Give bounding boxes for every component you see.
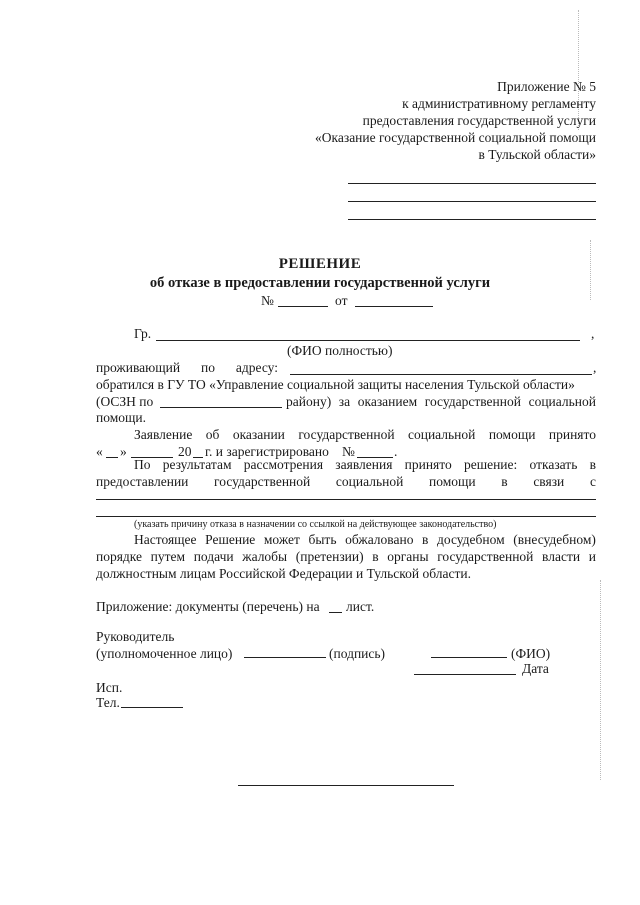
appeal-line <box>134 531 596 548</box>
district-field[interactable] <box>160 407 282 408</box>
oszn-word: району) <box>286 394 332 409</box>
reg-end: . <box>394 444 398 459</box>
address-word: проживающий <box>96 360 181 375</box>
appendix-line: предоставления государственной услуги <box>362 113 596 128</box>
appendix-line: к административному регламенту <box>402 96 596 111</box>
appeal-word: порядке <box>96 549 143 564</box>
fio-label: (ФИО) <box>511 646 551 661</box>
reason-word: предоставлении <box>96 474 189 489</box>
appeal-word: путем <box>150 549 186 564</box>
appeal-last: должностным лицам Российской Федерации и Тульской области. <box>96 566 471 581</box>
reason-line <box>96 473 596 490</box>
appeal-word: органы <box>387 549 429 564</box>
scan-artifact <box>600 580 601 780</box>
decision-word: отказать <box>529 457 578 472</box>
appeal-word: власти <box>542 549 581 564</box>
applied-text: обратился в ГУ ТО «Управление социальной защиты населения Тульской области» <box>96 377 575 392</box>
address-word: по <box>201 360 215 375</box>
reg-number-label: № <box>342 444 355 459</box>
reason-field[interactable] <box>96 516 596 517</box>
number-field[interactable] <box>278 306 328 307</box>
sign-label: (подпись) <box>329 646 386 661</box>
address-field[interactable] <box>290 374 592 375</box>
fio-sign-field[interactable] <box>431 657 507 658</box>
oszn-word: государственной <box>424 394 521 409</box>
statement-word: принято <box>548 427 596 442</box>
document-title: РЕШЕНИЕ <box>278 256 362 272</box>
decision-line <box>134 456 596 473</box>
sheet-count-field[interactable] <box>329 612 342 613</box>
decision-word: в <box>589 457 596 472</box>
document-subtitle: об отказе в предоставлении государственной услуги <box>149 275 491 291</box>
statement-word: об <box>205 427 220 442</box>
decision-word: решение: <box>463 457 518 472</box>
statement-line <box>134 426 596 443</box>
decision-word: заявления <box>335 457 393 472</box>
statement-word: социальной <box>407 427 476 442</box>
year-prefix: 20 <box>178 444 192 459</box>
date-sign-field[interactable] <box>414 674 516 675</box>
help-end: помощи. <box>96 410 147 425</box>
appeal-line <box>96 548 596 565</box>
appeal-word: государственной <box>437 549 534 564</box>
gr-comma: , <box>591 326 595 341</box>
appeal-word: досудебном <box>437 532 505 547</box>
appeal-word: Решение <box>205 532 256 547</box>
oszn-word: за <box>338 394 351 409</box>
date-label: от <box>335 293 348 308</box>
oszn-label: (ОСЗН по <box>96 394 154 409</box>
day-field[interactable] <box>106 457 118 458</box>
appeal-word: (претензии) <box>295 549 364 564</box>
exec-label: Исп. <box>96 680 123 695</box>
number-label: № <box>261 293 274 308</box>
statement-word: оказании <box>232 427 285 442</box>
recipient-line[interactable] <box>348 219 596 220</box>
appeal-word: быть <box>308 532 337 547</box>
quote-open: « <box>96 444 103 459</box>
attachment-end: лист. <box>346 599 375 614</box>
recipient-line[interactable] <box>348 201 596 202</box>
oszn-word: социальной <box>528 394 596 409</box>
decision-word: результатам <box>162 457 232 472</box>
fio-hint: (ФИО полностью) <box>287 343 393 358</box>
oszn-word: оказанием <box>357 394 418 409</box>
appendix-line: в Тульской области» <box>478 147 596 162</box>
appeal-word: подачи <box>193 549 234 564</box>
reason-word: связи <box>533 474 565 489</box>
head-label: Руководитель <box>96 629 175 644</box>
gr-label: Гр. <box>134 326 152 341</box>
appeal-word: и <box>588 549 596 564</box>
phone-label: Тел. <box>96 695 120 710</box>
appendix-block <box>315 78 596 163</box>
address-word: адресу: <box>235 360 278 375</box>
reason-word: государственной <box>214 474 311 489</box>
date-sign-label: Дата <box>522 661 549 676</box>
reason-word: помощи <box>428 474 476 489</box>
decision-word: принято <box>404 457 452 472</box>
reason-field[interactable] <box>96 499 596 500</box>
recipient-line[interactable] <box>348 183 596 184</box>
reason-word: социальной <box>335 474 404 489</box>
fio-field[interactable] <box>156 340 580 341</box>
appendix-line: «Оказание государственной социальной помощи <box>315 130 596 145</box>
statement-word: государственной <box>298 427 395 442</box>
oszn-rest <box>286 393 596 410</box>
appeal-word: в <box>372 549 379 564</box>
appeal-word: (внесудебном) <box>513 532 596 547</box>
appeal-word: в <box>422 532 429 547</box>
appeal-word: обжаловано <box>345 532 414 547</box>
appendix-number: Приложение № 5 <box>497 79 596 94</box>
decision-word: По <box>134 457 151 472</box>
reason-hint: (указать причину отказа в назначении со ссылкой на действующее законодательство) <box>134 519 497 530</box>
reason-word: в <box>501 474 508 489</box>
decision-word: рассмотрения <box>243 457 324 472</box>
date-field[interactable] <box>355 306 433 307</box>
appeal-word: жалобы <box>242 549 288 564</box>
appeal-word: может <box>263 532 300 547</box>
authorized-label: (уполномоченное лицо) <box>96 646 233 661</box>
attachment-text: Приложение: документы (перечень) на <box>96 599 320 614</box>
statement-word: помощи <box>488 427 536 442</box>
address-comma: , <box>593 360 597 375</box>
statement-word: Заявление <box>134 427 193 442</box>
address-label <box>96 359 278 376</box>
signature-field[interactable] <box>244 657 326 658</box>
phone-field[interactable] <box>121 707 183 708</box>
appeal-word: Настоящее <box>134 532 197 547</box>
footer-line <box>238 785 454 786</box>
reason-word: с <box>589 474 596 489</box>
quote-close: » <box>120 444 127 459</box>
registered-text: г. и зарегистрировано <box>205 444 329 459</box>
